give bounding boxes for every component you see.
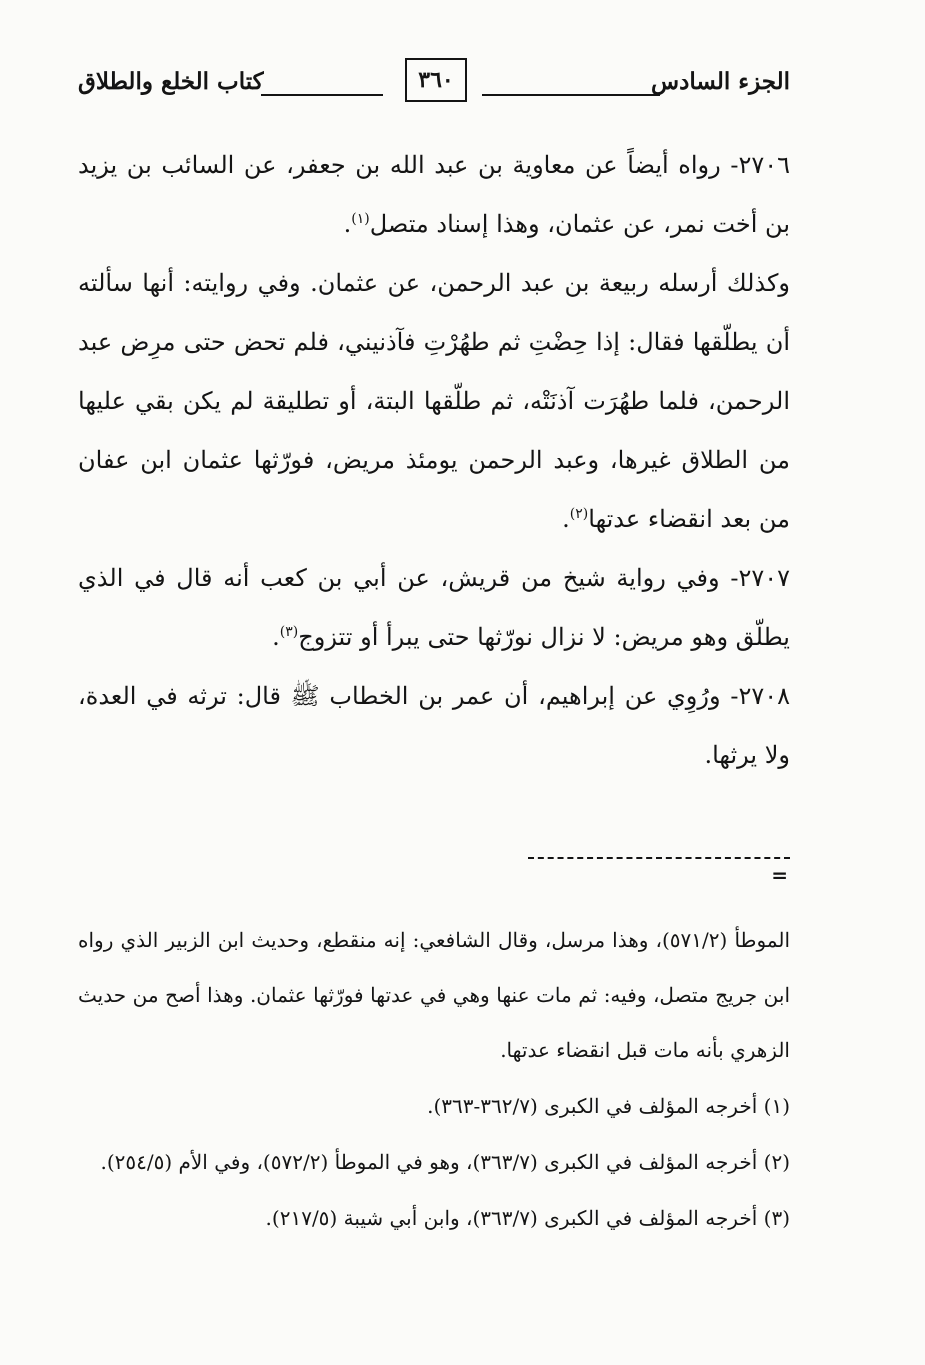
paragraph-text: ٢٧٠٨- ورُوِي عن إبراهيم، أن عمر بن الخطاب ﷺ قال: ترثه في العدة، ولا يرثها.	[78, 682, 790, 769]
paragraph-end: .	[562, 505, 570, 533]
footnote-continuation: الموطأ (٥٧١/٢)، وهذا مرسل، وقال الشافعي: إنه منقطع، وحديث ابن الزبير الذي رواه ابن جريج متصل، وفيه: ثم مات عنها وهي في عدتها فورّثها عثمان. وهذا أصح من حديث الزهري بأنه مات قبل انقضاء عدتها.	[78, 928, 790, 1062]
main-text	[78, 136, 790, 785]
footnote-ref: (٣)	[279, 624, 299, 640]
header-rule-right	[482, 94, 660, 96]
footnote-2: (٢) أخرجه المؤلف في الكبرى (٣٦٣/٧)، وهو في الموطأ (٥٧٢/٢)، وفي الأم (٢٥٤/٥).	[100, 1150, 790, 1174]
page-number: ٣٦٠	[418, 67, 454, 93]
paragraph-text: ٢٧٠٧- وفي رواية شيخ من قريش، عن أبي بن كعب أنه قال في الذي يطلّق وهو مريض: لا نزال نورّثها حتى يبرأ أو تتزوج	[78, 564, 790, 651]
footnote-separator	[528, 857, 790, 887]
running-header	[78, 58, 790, 114]
paragraph-text: ٢٧٠٦- رواه أيضاً عن معاوية بن عبد الله بن جعفر، عن السائب بن يزيد بن أخت نمر، عن عثمان، وهذا إسناد متصل	[78, 151, 791, 238]
paragraph-2708	[78, 667, 790, 785]
paragraph-end: .	[343, 210, 352, 238]
footnotes-section	[78, 913, 790, 1246]
page-number-box	[405, 58, 467, 102]
footnote-ref: (٢)	[569, 506, 589, 522]
paragraph-rabia	[78, 254, 790, 549]
paragraph-2707	[78, 549, 790, 667]
paragraph-end: .	[272, 623, 280, 651]
footnote-1: (١) أخرجه المؤلف في الكبرى (٣٦٢/٧-٣٦٣).	[427, 1094, 790, 1118]
continuation-mark: =	[771, 863, 788, 887]
book-page	[78, 58, 790, 1246]
paragraph-text: وكذلك أرسله ربيعة بن عبد الرحمن، عن عثمان. وفي روايته: أنها سألته أن يطلّقها فقال: إذا حِضْتِ ثم طهُرْتِ فآذنيني، فلم تحض حتى مرِض عبد الرحمن، فلما طهُرَت آذنَتْه، ثم طلّقها البتة، أو تطليقة لم يكن بقي عليها من الطلاق غيرها، وعبد الرحمن يومئذ مريض، فورّثها عثمان ابن عفان من بعد انقضاء عدتها	[78, 269, 790, 533]
volume-label: الجزء السادس	[651, 68, 790, 95]
paragraph-2706	[78, 136, 790, 254]
footnote-3: (٣) أخرجه المؤلف في الكبرى (٣٦٣/٧)، وابن أبي شيبة (٢١٧/٥).	[265, 1206, 790, 1230]
book-title: كتاب الخلع والطلاق	[78, 68, 264, 95]
footnote-ref: (١)	[351, 211, 370, 227]
header-rule-left	[261, 94, 383, 96]
